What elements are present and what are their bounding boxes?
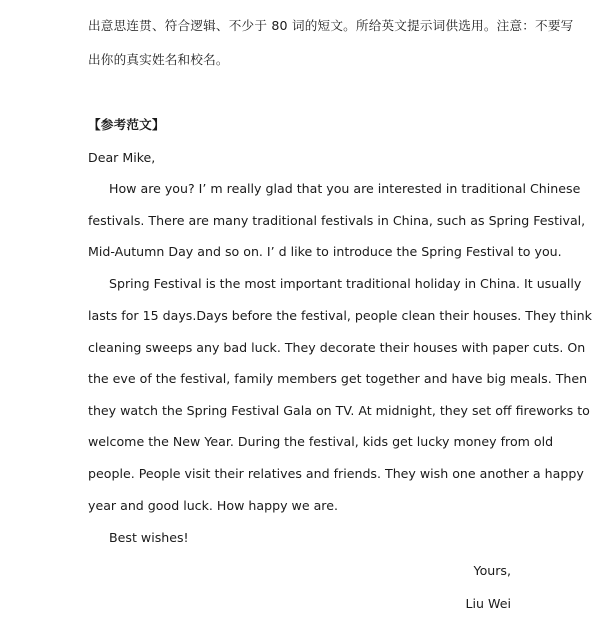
model-essay-heading: 【参考范文】 [88,117,165,132]
letter-body-line: festivals. There are many traditional festivals in China, such as Spring Festival, [88,213,586,228]
letter-body-line: Spring Festival is the most important traditional holiday in China. It usually [109,276,582,291]
letter-signature: Liu Wei [465,596,511,611]
letter-body-line: they watch the Spring Festival Gala on TV. At midnight, they set off fireworks to [88,403,590,418]
letter-body-line: cleaning sweeps any bad luck. They decorate their houses with paper cuts. On [88,340,586,355]
letter-body-line: welcome the New Year. During the festival, kids get lucky money from old [88,434,554,449]
letter-body-line: lasts for 15 days.Days before the festival, people clean their houses. They think [88,308,592,323]
letter-body-line: Mid-Autumn Day and so on. I’ d like to introduce the Spring Festival to you. [88,244,562,259]
letter-greeting: Dear Mike, [88,150,156,165]
instruction-line-2: 出你的真实姓名和校名。 [88,52,229,67]
letter-body-line: year and good luck. How happy we are. [88,498,338,513]
letter-body-line: How are you? I’ m really glad that you are interested in traditional Chinese [109,181,581,196]
letter-body-line: people. People visit their relatives and friends. They wish one another a happy [88,466,584,481]
instruction-line-1: 出意思连贯、符合逻辑、不少于 80 词的短文。所给英文提示词供选用。注意：不要写 [88,18,574,33]
letter-body-line: the eve of the festival, family members get together and have big meals. Then [88,371,588,386]
letter-signoff: Yours, [473,563,511,578]
letter-closing: Best wishes! [109,530,189,545]
